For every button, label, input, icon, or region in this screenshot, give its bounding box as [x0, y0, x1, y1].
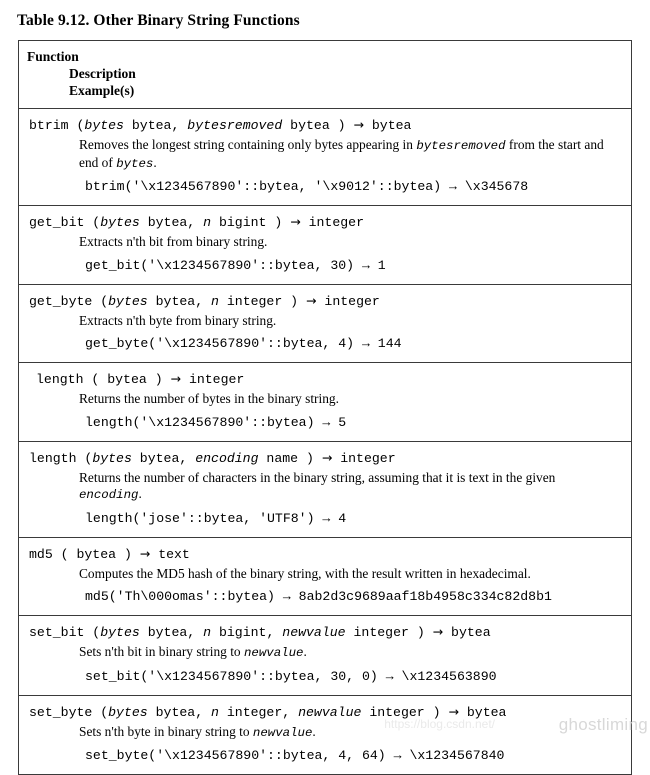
function-signature: md5 ( bytea ) → text	[27, 545, 623, 564]
binary-string-functions-table	[18, 40, 632, 775]
function-example: md5('Th\000omas'::bytea) → 8ab2d3c9689aaf18b4958c334c82d8b1	[27, 582, 623, 606]
table-row	[19, 285, 631, 364]
function-description: Returns the number of characters in the binary string, assuming that it is text in the given encoding.	[27, 468, 623, 504]
function-signature: get_byte (bytes bytea, n integer ) → integer	[27, 292, 623, 311]
function-description: Sets n'th bit in binary string to newvalue.	[27, 642, 623, 662]
column-header-examples: Example(s)	[27, 82, 623, 99]
table-row	[19, 363, 631, 442]
function-description: Removes the longest string containing only bytes appearing in bytesremoved from the start and end of bytes.	[27, 135, 623, 172]
function-signature: set_bit (bytes bytea, n bigint, newvalue integer ) → bytea	[27, 623, 623, 642]
table-row	[19, 616, 631, 696]
column-header-function: Function	[27, 48, 623, 65]
function-description: Computes the MD5 hash of the binary string, with the result written in hexadecimal.	[27, 564, 623, 583]
function-signature: set_byte (bytes bytea, n integer, newvalue integer ) → bytea	[27, 703, 623, 722]
function-description: Extracts n'th byte from binary string.	[27, 311, 623, 330]
function-description: Extracts n'th bit from binary string.	[27, 232, 623, 251]
table-row	[19, 696, 631, 775]
table-row	[19, 538, 631, 617]
page-title: Table 9.12. Other Binary String Functions	[0, 0, 650, 30]
function-signature: btrim (bytes bytea, bytesremoved bytea ) → bytea	[27, 116, 623, 135]
table-header-row	[19, 41, 631, 109]
function-description: Returns the number of bytes in the binary string.	[27, 389, 623, 408]
function-example: get_bit('\x1234567890'::bytea, 30) → 1	[27, 251, 623, 275]
watermark-secondary: https://blog.csdn.net/	[384, 717, 495, 731]
function-example: length('\x1234567890'::bytea) → 5	[27, 408, 623, 432]
function-example: set_bit('\x1234567890'::bytea, 30, 0) → \x1234563890	[27, 662, 623, 686]
function-signature: length ( bytea ) → integer	[27, 370, 623, 389]
function-example: set_byte('\x1234567890'::bytea, 4, 64) → \x1234567840	[27, 741, 623, 765]
table-row	[19, 206, 631, 285]
function-example: btrim('\x1234567890'::bytea, '\x9012'::bytea) → \x345678	[27, 172, 623, 196]
column-header-description: Description	[27, 65, 623, 82]
table-row	[19, 442, 631, 538]
function-signature: length (bytes bytea, encoding name ) → integer	[27, 449, 623, 468]
watermark-text: ghostliming	[559, 715, 648, 735]
function-signature: get_bit (bytes bytea, n bigint ) → integer	[27, 213, 623, 232]
function-description: Sets n'th byte in binary string to newvalue.	[27, 722, 623, 742]
table-row	[19, 109, 631, 206]
function-example: length('jose'::bytea, 'UTF8') → 4	[27, 504, 623, 528]
function-example: get_byte('\x1234567890'::bytea, 4) → 144	[27, 329, 623, 353]
table-body	[19, 109, 631, 775]
